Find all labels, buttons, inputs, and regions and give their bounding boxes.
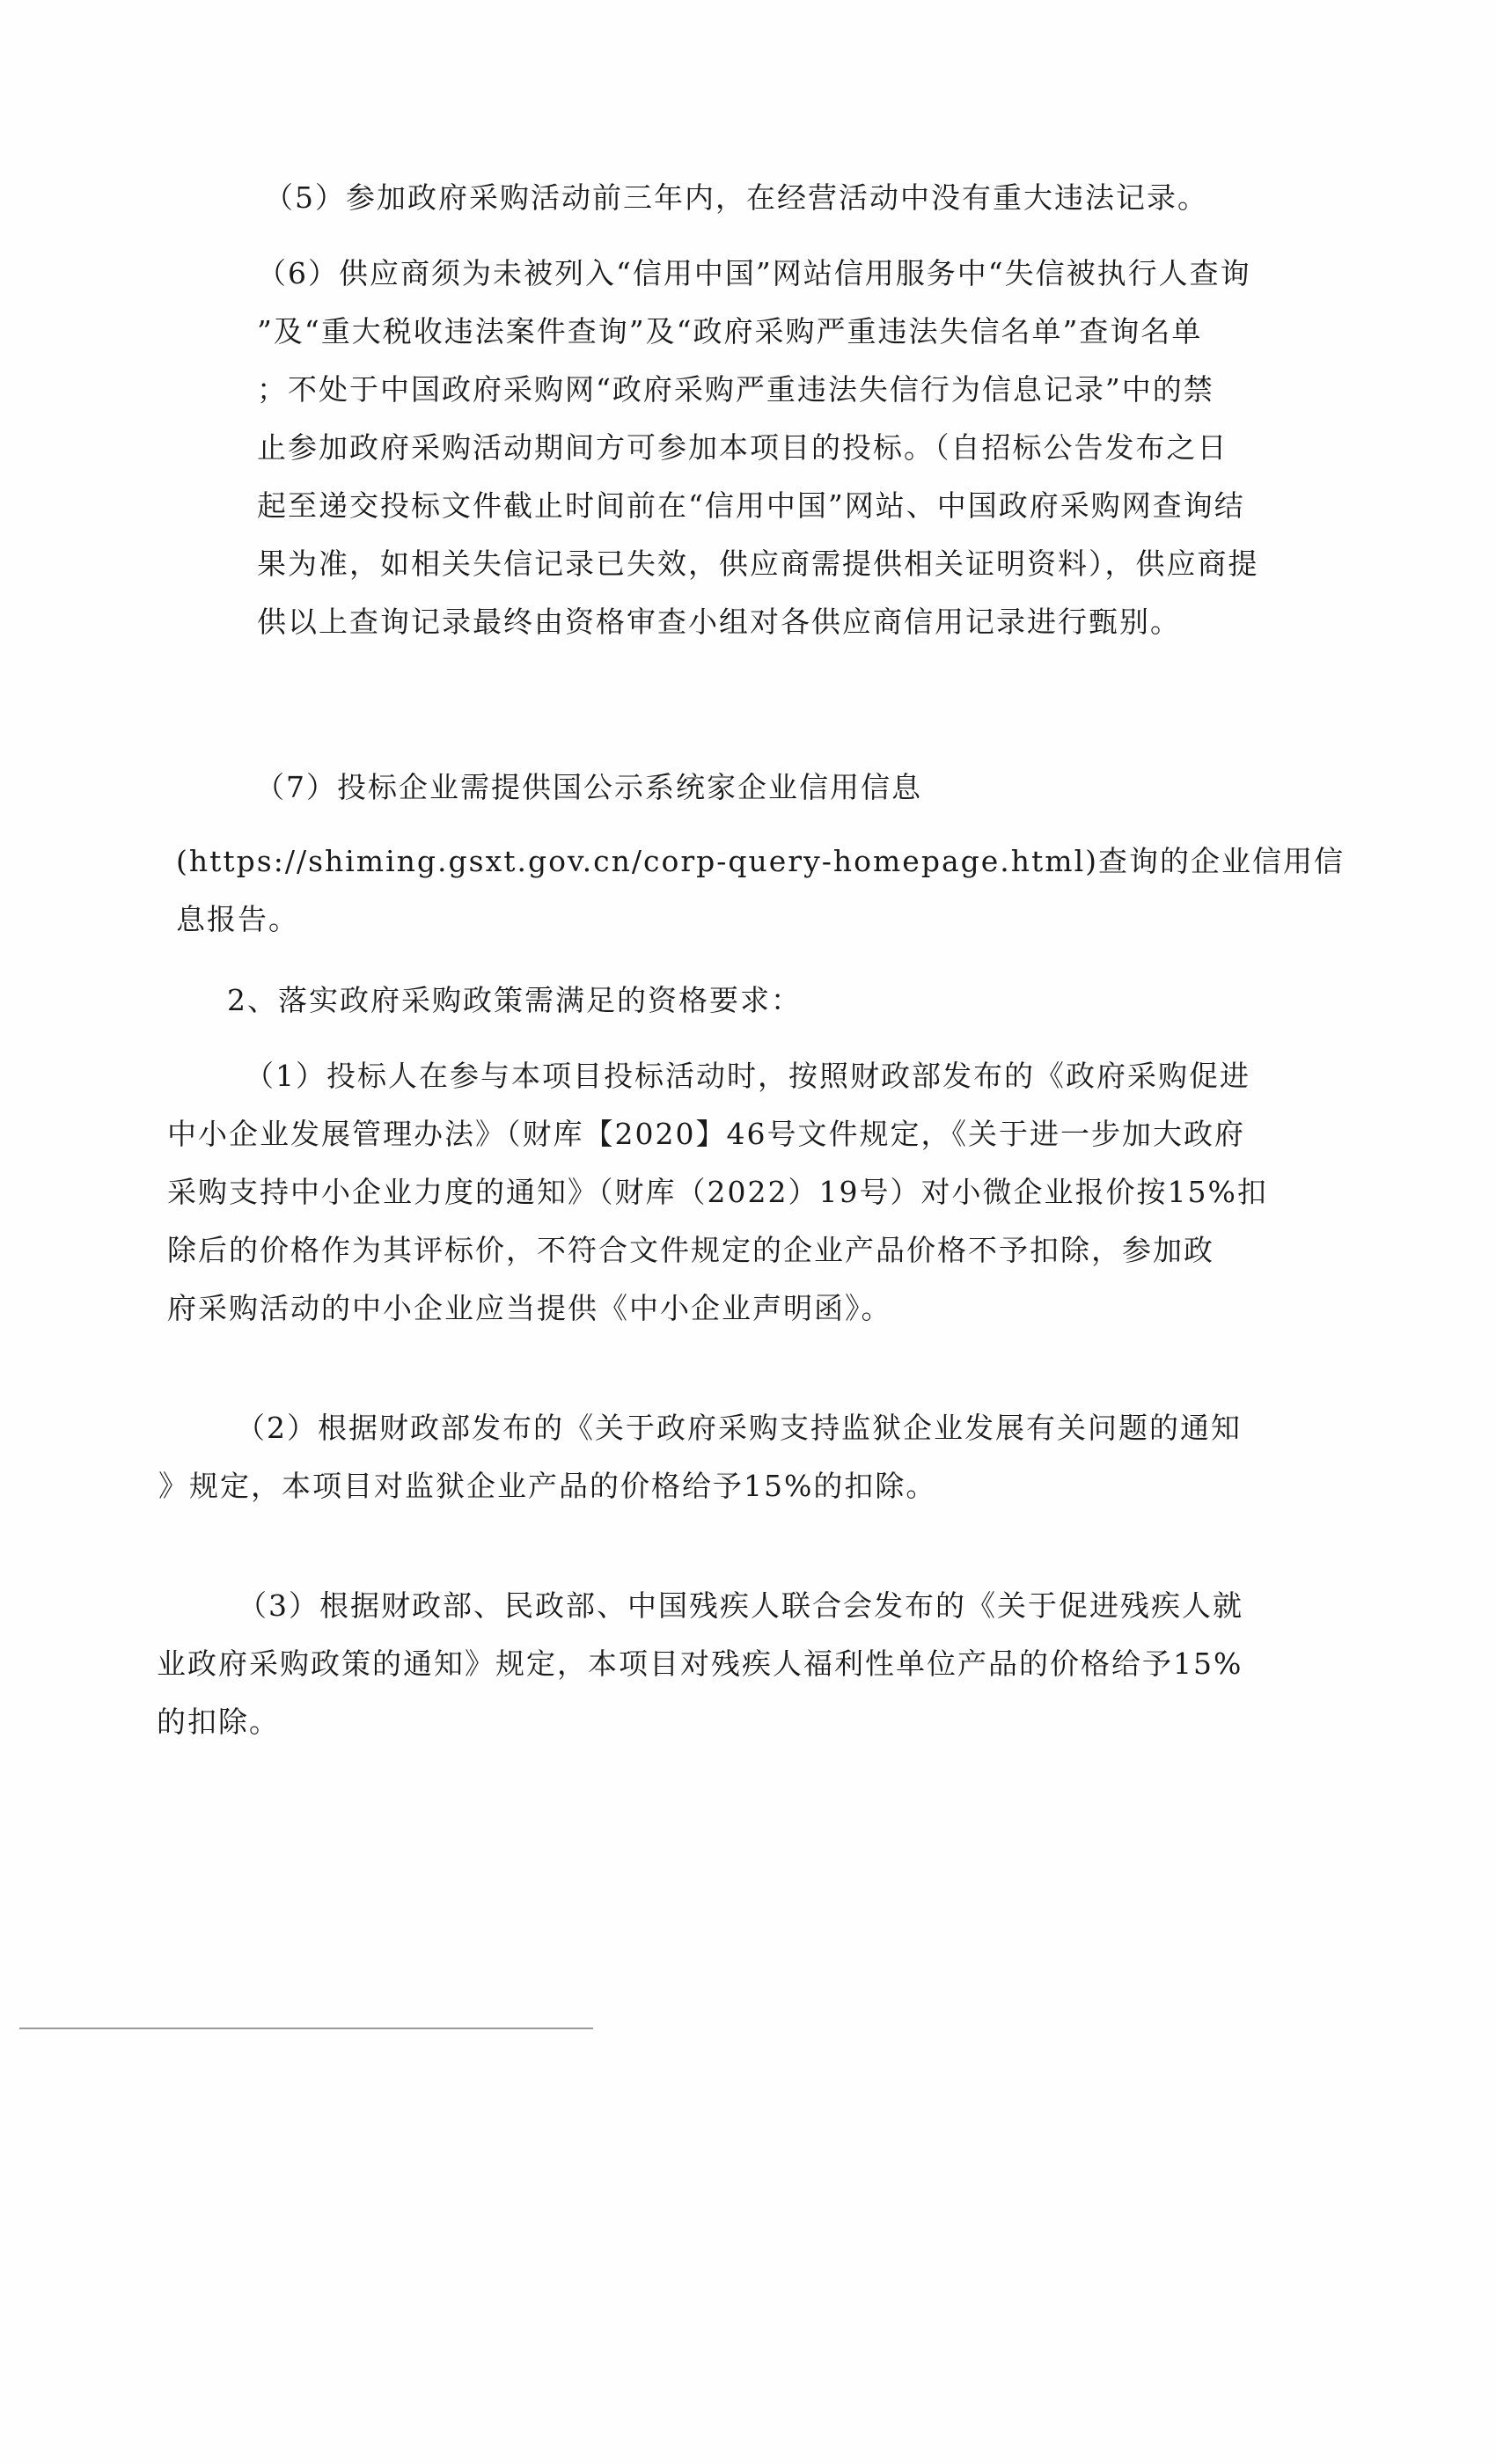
policy-item-1 bbox=[245, 1047, 1250, 1105]
policy-item-3-continued bbox=[157, 1635, 1243, 1751]
text-line: 府采购活动的中小企业应当提供《中小企业声明函》。 bbox=[167, 1291, 892, 1325]
text-line: （6）供应商须为未被列入“信用中国”网站信用服务中“失信被执行人查询 bbox=[257, 256, 1251, 290]
text-line-url: (https://shiming.gsxt.gov.cn/corp-query-homepage.html)查询的企业信用信 bbox=[176, 844, 1346, 878]
requirement-item-7-continued bbox=[176, 832, 1345, 949]
text-line: 除后的价格作为其评标价，不符合文件规定的企业产品价格不予扣除，参加政 bbox=[167, 1233, 1214, 1267]
text-line: （5）参加政府采购活动前三年内，在经营活动中没有重大违法记录。 bbox=[264, 180, 1208, 215]
text-line: 采购支持中小企业力度的通知》（财库（2022）19号）对小微企业报价按15%扣 bbox=[167, 1175, 1268, 1209]
text-line: （2）根据财政部发布的《关于政府采购支持监狱企业发展有关问题的通知 bbox=[236, 1411, 1242, 1445]
text-line: 起至递交投标文件截止时间前在“信用中国”网站、中国政府采购网查询结 bbox=[257, 488, 1245, 523]
text-line: ；不处于中国政府采购网“政府采购严重违法失信行为信息记录”中的禁 bbox=[257, 372, 1214, 407]
requirement-item-5 bbox=[264, 169, 1208, 227]
policy-item-2 bbox=[236, 1399, 1242, 1457]
text-line: 息报告。 bbox=[176, 902, 299, 936]
text-line: 业政府采购政策的通知》规定，本项目对残疾人福利性单位产品的价格给予15% bbox=[157, 1646, 1243, 1681]
text-line: 果为准，如相关失信记录已失效，供应商需提供相关证明资料），供应商提 bbox=[257, 546, 1259, 581]
requirement-item-6 bbox=[257, 245, 1259, 651]
text-line: （1）投标人在参与本项目投标活动时，按照财政部发布的《政府采购促进 bbox=[245, 1059, 1250, 1093]
text-line: 2、落实政府采购政策需满足的资格要求： bbox=[227, 983, 802, 1017]
section-2-heading bbox=[227, 972, 802, 1030]
text-line: （7）投标企业需提供国公示系统家企业信用信息 bbox=[255, 770, 922, 804]
text-line: 的扣除。 bbox=[157, 1705, 280, 1739]
policy-item-2-continued bbox=[158, 1457, 936, 1515]
policy-item-1-continued bbox=[167, 1105, 1268, 1338]
text-line: ”及“重大税收违法案件查询”及“政府采购严重违法失信名单”查询名单 bbox=[257, 314, 1203, 348]
text-line: 供以上查询记录最终由资格审查小组对各供应商信用记录进行甄别。 bbox=[257, 605, 1181, 639]
text-line: 中小企业发展管理办法》（财库【2020】46号文件规定，《关于进一步加大政府 bbox=[167, 1117, 1245, 1151]
divider-line bbox=[19, 2028, 593, 2029]
text-line: 》规定，本项目对监狱企业产品的价格给予15%的扣除。 bbox=[158, 1469, 937, 1503]
policy-item-3 bbox=[238, 1577, 1243, 1635]
text-line: 止参加政府采购活动期间方可参加本项目的投标。（自招标公告发布之日 bbox=[257, 430, 1228, 465]
text-line: （3）根据财政部、民政部、中国残疾人联合会发布的《关于促进残疾人就 bbox=[238, 1588, 1243, 1623]
requirement-item-7 bbox=[255, 759, 922, 817]
